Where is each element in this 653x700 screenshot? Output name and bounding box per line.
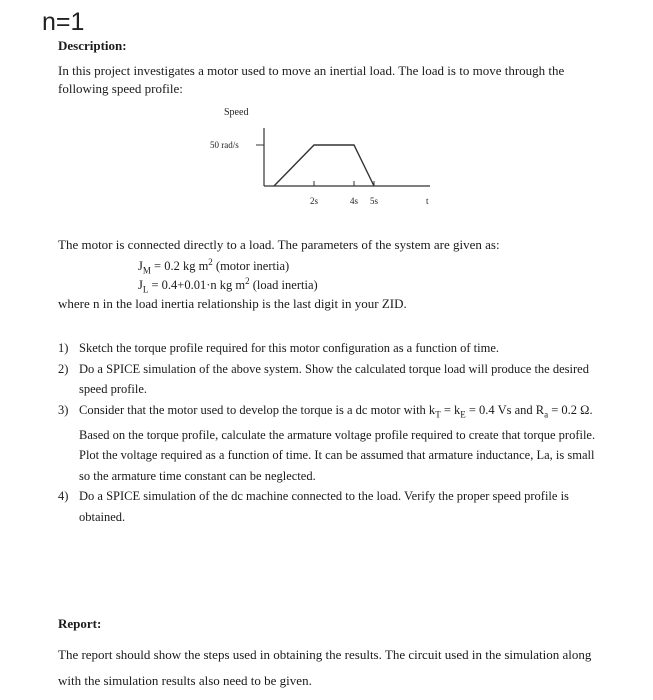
motor-inertia-equation: $J_M = 0.2$ kg $m^2$ (motor inertia)	[138, 257, 290, 276]
task-item: 3) Consider that the motor used to develop the torque is a dc motor with $k_T = k_E = 0.4$ Vs and $R_a = 0.2$ Ω. Based on the torque profile, calculate the armature voltage profile required to create that torque profile. Plot the voltage required as a function of time. It can be assumed that armature inductance, La, is small so the armature time constant can be neglected.	[58, 402, 596, 483]
speed-profile-line	[274, 145, 374, 186]
description-label: Description:	[58, 38, 127, 53]
task-item: 4) Do a SPICE simulation of the dc machine connected to the load. Verify the proper speed profile is obtained.	[58, 489, 569, 524]
speed-profile-chart	[200, 98, 440, 210]
page-heading: n=1	[42, 8, 85, 36]
chart-x-tick-label: 4s	[349, 196, 359, 206]
chart-x-tick-label: 2s	[309, 196, 319, 206]
task-list	[58, 338, 608, 527]
load-inertia-equation: $J_L = 0.4+0.01\cdot n$ kg $m^2$ (load inertia)	[138, 276, 318, 295]
params-intro: The motor is connected directly to a load. The parameters of the system are given as:	[58, 237, 500, 252]
chart-x-label: t	[426, 196, 429, 206]
task-item: 2) Do a SPICE simulation of the above system. Show the calculated torque load will produce the desired speed profile.	[58, 361, 589, 396]
report-label: Report:	[58, 616, 102, 631]
zid-note: where n in the load inertia relationship is the last digit in your ZID.	[58, 296, 407, 311]
report-text: The report should show the steps used in obtaining the results. The circuit used in the simulation along with the simulation results also need to be given.	[58, 647, 592, 688]
chart-y-label: Speed	[224, 107, 249, 118]
chart-y-tick-label: 50 rad/s	[210, 140, 239, 150]
chart-x-tick-label: 5s	[369, 196, 379, 206]
task-item: 1) Sketch the torque profile required for this motor configuration as a function of time.	[58, 341, 500, 355]
description-intro: In this project investigates a motor used to move an inertial load. The load is to move through the following speed profile:	[58, 63, 565, 96]
